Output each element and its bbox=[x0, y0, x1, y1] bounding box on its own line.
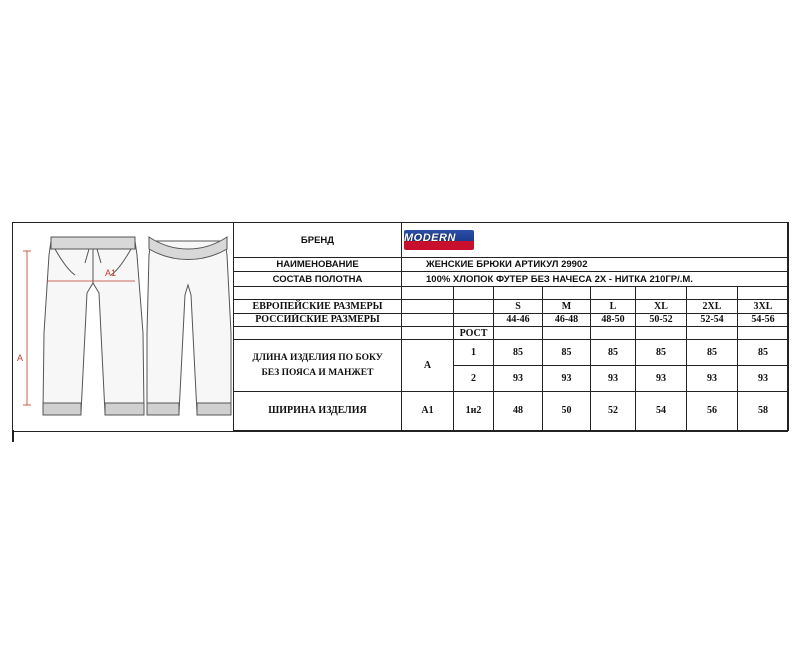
height-header-row bbox=[234, 326, 789, 339]
composition-value: 100% ХЛОПОК ФУТЕР БЕЗ НАЧЕСА 2Х - НИТКА 210ГР/.М. bbox=[402, 272, 789, 286]
ru-size-cell: 48-50 bbox=[591, 313, 636, 326]
eu-size-cell: 2XL bbox=[687, 300, 738, 313]
height-2: 2 bbox=[454, 366, 494, 392]
width-value: 56 bbox=[687, 391, 738, 430]
size-chart-table bbox=[233, 222, 789, 431]
length-value: 85 bbox=[494, 340, 543, 366]
ru-size-cell: 54-56 bbox=[738, 313, 789, 326]
pants-technical-drawing bbox=[13, 223, 233, 430]
spacer-row bbox=[234, 286, 789, 299]
size-chart-sheet bbox=[12, 222, 788, 432]
eu-size-cell: XL bbox=[636, 300, 687, 313]
pants-back-view bbox=[147, 237, 231, 415]
length-code: A bbox=[402, 340, 454, 391]
eu-size-cell: M bbox=[543, 300, 591, 313]
name-label: НАИМЕНОВАНИЕ bbox=[234, 258, 402, 272]
european-sizes-label: ЕВРОПЕЙСКИЕ РАЗМЕРЫ bbox=[234, 300, 402, 313]
russian-size-row bbox=[234, 313, 789, 326]
ru-size-cell: 46-48 bbox=[543, 313, 591, 326]
length-label-line2: БЕЗ ПОЯСА И МАНЖЕТ bbox=[261, 367, 374, 378]
length-label bbox=[234, 340, 402, 391]
width-value: 58 bbox=[738, 391, 789, 430]
russian-sizes-label: РОССИЙСКИЕ РАЗМЕРЫ bbox=[234, 313, 402, 326]
sheet-edge-tick bbox=[12, 430, 14, 442]
length-value: 93 bbox=[591, 366, 636, 392]
brand-label: БРЕНД bbox=[234, 223, 402, 258]
width-code: A1 bbox=[402, 391, 454, 430]
width-value: 52 bbox=[591, 391, 636, 430]
dimension-label-a: A bbox=[17, 353, 24, 363]
modern-logo bbox=[404, 230, 474, 250]
dimension-label-a1: A1 bbox=[105, 268, 117, 278]
name-row bbox=[234, 258, 789, 272]
eu-size-cell: 3XL bbox=[738, 300, 789, 313]
width-height: 1и2 bbox=[454, 391, 494, 430]
name-value: ЖЕНСКИЕ БРЮКИ АРТИКУЛ 29902 bbox=[402, 258, 789, 272]
length-value: 85 bbox=[687, 340, 738, 366]
length-row-1 bbox=[234, 340, 789, 366]
ru-size-cell: 50-52 bbox=[636, 313, 687, 326]
width-value: 48 bbox=[494, 391, 543, 430]
length-value: 85 bbox=[636, 340, 687, 366]
length-value: 85 bbox=[543, 340, 591, 366]
length-value: 85 bbox=[738, 340, 789, 366]
brand-row bbox=[234, 223, 789, 258]
composition-row bbox=[234, 272, 789, 286]
ru-size-cell: 52-54 bbox=[687, 313, 738, 326]
pants-sketch bbox=[13, 223, 233, 430]
length-value: 93 bbox=[494, 366, 543, 392]
eu-size-cell: L bbox=[591, 300, 636, 313]
length-value: 93 bbox=[636, 366, 687, 392]
length-value: 93 bbox=[687, 366, 738, 392]
length-value: 93 bbox=[543, 366, 591, 392]
eu-size-cell: S bbox=[494, 300, 543, 313]
length-value: 85 bbox=[591, 340, 636, 366]
pants-front-view bbox=[43, 237, 144, 415]
composition-label: СОСТАВ ПОЛОТНА bbox=[234, 272, 402, 286]
width-value: 54 bbox=[636, 391, 687, 430]
length-label-line1: ДЛИНА ИЗДЕЛИЯ ПО БОКУ bbox=[252, 352, 383, 363]
european-size-row bbox=[234, 300, 789, 313]
length-value: 93 bbox=[738, 366, 789, 392]
height-1: 1 bbox=[454, 340, 494, 366]
width-label: ШИРИНА ИЗДЕЛИЯ bbox=[234, 391, 402, 430]
height-label: РОСТ bbox=[454, 326, 494, 339]
width-row bbox=[234, 391, 789, 430]
width-value: 50 bbox=[543, 391, 591, 430]
modern-logo-text: MODERN bbox=[404, 232, 456, 244]
brand-value bbox=[402, 223, 789, 258]
ru-size-cell: 44-46 bbox=[494, 313, 543, 326]
